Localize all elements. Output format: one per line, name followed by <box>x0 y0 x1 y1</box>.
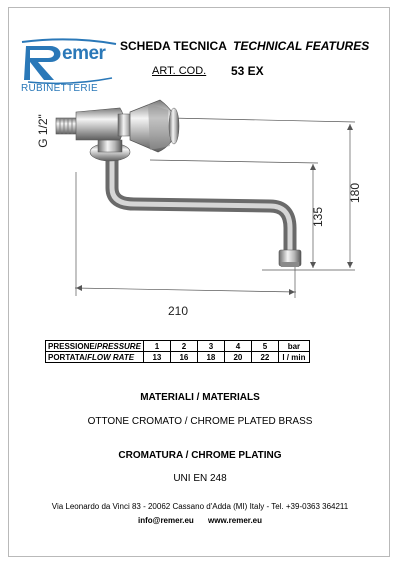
flow-value: 22 <box>251 352 278 363</box>
website-link[interactable]: www.remer.eu <box>208 516 262 525</box>
dimension-spout-height: 135 <box>311 206 326 228</box>
plating-text: UNI EN 248 <box>173 473 227 484</box>
dimension-width: 210 <box>168 304 189 318</box>
plating-heading: CROMATURA / CHROME PLATING <box>118 450 282 461</box>
flow-value: 13 <box>143 352 170 363</box>
pressure-value: 3 <box>197 341 224 352</box>
flow-unit: l / min <box>278 352 309 363</box>
pressure-value: 2 <box>170 341 197 352</box>
sheet-title: SCHEDA TECNICA <box>120 39 227 53</box>
flow-value: 20 <box>224 352 251 363</box>
materials-text: OTTONE CROMATO / CHROME PLATED BRASS <box>87 416 313 427</box>
materials-heading: MATERIALI / MATERIALS <box>140 392 260 403</box>
flow-rate-table <box>45 340 310 363</box>
brand-subtitle: RUBINETTERIE <box>21 83 98 94</box>
sheet-title-en: TECHNICAL FEATURES <box>233 39 370 53</box>
email-link[interactable]: info@remer.eu <box>137 516 194 525</box>
pressure-row <box>46 341 310 352</box>
thread-size-label: G 1/2" <box>35 114 50 148</box>
pressure-unit: bar <box>278 341 309 352</box>
brand-name: emer <box>62 43 106 64</box>
company-address: Via Leonardo da Vinci 83 - 20062 Cassano d'Adda (MI) Italy - Tel. +39-0363 364211 <box>51 502 349 511</box>
flow-value: 16 <box>170 352 197 363</box>
valve-body <box>76 108 124 140</box>
flow-row <box>46 352 310 363</box>
pressure-value: 5 <box>251 341 278 352</box>
thread <box>56 118 78 134</box>
pressure-value: 1 <box>143 341 170 352</box>
pressure-value: 4 <box>224 341 251 352</box>
flow-value: 18 <box>197 352 224 363</box>
article-code-value: 53 EX <box>231 64 264 78</box>
article-code-label: ART. COD. <box>152 65 207 77</box>
flow-label: PORTATA/FLOW RATE <box>46 352 144 363</box>
company-contact <box>0 516 400 525</box>
dimension-total-height: 180 <box>348 182 363 204</box>
pressure-label: PRESSIONE/PRESSURE <box>46 341 144 352</box>
